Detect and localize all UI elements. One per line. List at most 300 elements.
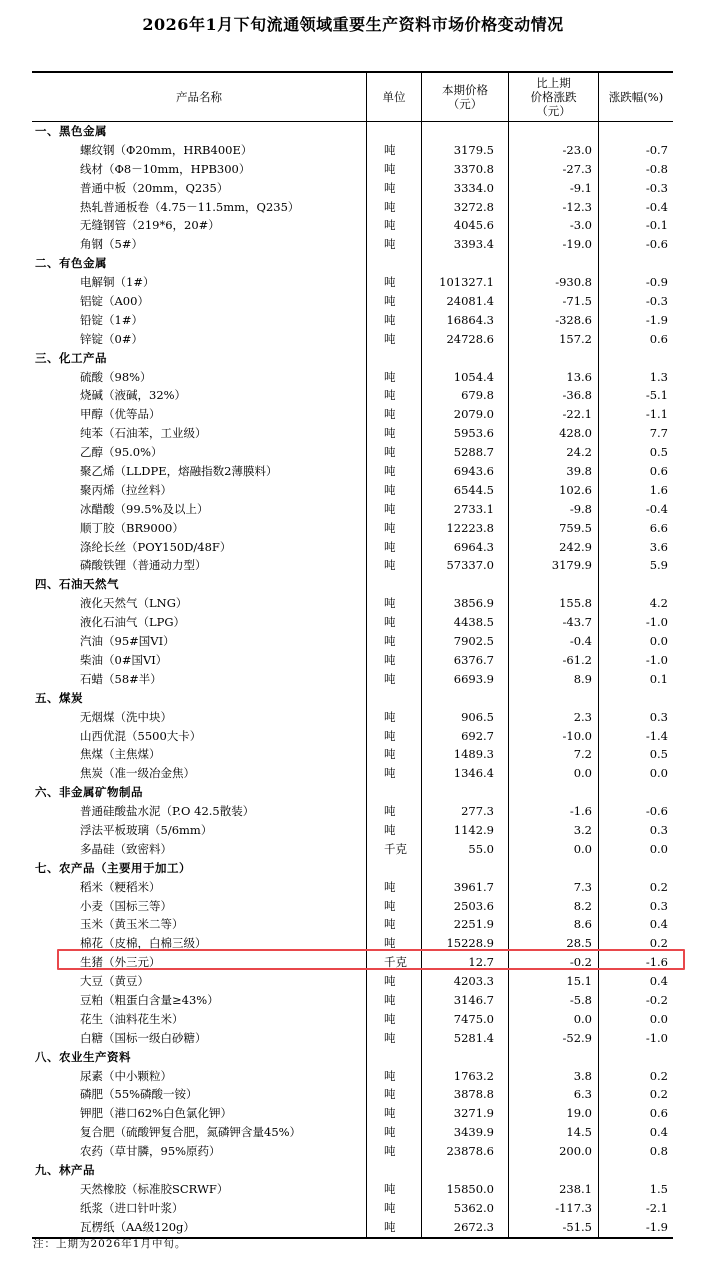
column-divider <box>598 1085 599 1104</box>
pct-cell: 0.4 <box>649 1125 668 1140</box>
change-cell: -51.5 <box>562 1219 592 1234</box>
price-cell: 1346.4 <box>453 766 494 781</box>
unit-cell: 吨 <box>384 539 396 554</box>
table-row <box>32 311 673 330</box>
pct-cell: -1.9 <box>645 1219 668 1234</box>
table-row <box>32 292 673 311</box>
column-divider <box>508 1180 509 1199</box>
change-cell: 0.0 <box>573 841 592 856</box>
pct-cell: -1.0 <box>645 1030 668 1045</box>
unit-cell: 吨 <box>384 464 396 479</box>
column-divider <box>598 386 599 405</box>
header-name-text: 产品名称 <box>176 90 222 104</box>
column-divider <box>366 519 367 538</box>
column-divider <box>598 840 599 859</box>
column-divider <box>421 1010 422 1029</box>
price-cell: 6693.9 <box>453 671 494 686</box>
table-row <box>32 878 673 897</box>
column-divider <box>598 1199 599 1218</box>
table-row <box>32 1218 673 1237</box>
column-divider <box>508 386 509 405</box>
column-divider <box>366 840 367 859</box>
column-divider <box>421 821 422 840</box>
header-price-line2: （元） <box>447 97 483 111</box>
unit-cell: 吨 <box>384 275 396 290</box>
column-divider <box>508 840 509 859</box>
column-divider <box>421 462 422 481</box>
column-divider <box>598 1048 599 1067</box>
price-cell: 1142.9 <box>453 822 494 837</box>
pct-cell: -5.1 <box>645 388 668 403</box>
product-name: 小麦（国标三等） <box>80 898 172 913</box>
column-divider <box>508 764 509 783</box>
change-cell: 155.8 <box>559 596 592 611</box>
column-divider <box>598 1029 599 1048</box>
unit-cell: 吨 <box>384 312 396 327</box>
pct-cell: 1.3 <box>649 369 668 384</box>
column-divider <box>366 613 367 632</box>
pct-cell: -1.1 <box>645 407 668 422</box>
column-divider <box>598 443 599 462</box>
product-name: 甲醇（优等品） <box>80 407 161 422</box>
product-name: 普通中板（20mm，Q235） <box>80 180 229 195</box>
price-cell: 3439.9 <box>453 1125 494 1140</box>
product-name: 无烟煤（洗中块） <box>80 709 172 724</box>
unit-cell: 吨 <box>384 369 396 384</box>
unit-cell: 吨 <box>384 180 396 195</box>
table-row <box>32 821 673 840</box>
pct-cell: -0.3 <box>645 180 668 195</box>
change-cell: 200.0 <box>559 1144 592 1159</box>
change-cell: -10.0 <box>562 728 592 743</box>
unit-cell: 吨 <box>384 199 396 214</box>
pct-cell: 0.0 <box>649 634 668 649</box>
column-divider <box>366 745 367 764</box>
product-name: 磷酸铁锂（普通动力型） <box>80 558 207 573</box>
pct-cell: -2.1 <box>645 1200 668 1215</box>
column-divider <box>508 1123 509 1142</box>
column-divider <box>598 1104 599 1123</box>
column-divider <box>598 424 599 443</box>
price-cell: 2251.9 <box>453 917 494 932</box>
unit-cell: 吨 <box>384 747 396 762</box>
product-name: 液化天然气（LNG） <box>80 596 188 611</box>
pct-cell: -0.7 <box>645 142 668 157</box>
highlight-box <box>57 949 685 970</box>
column-divider <box>598 613 599 632</box>
change-cell: 8.6 <box>573 917 592 932</box>
unit-cell: 吨 <box>384 482 396 497</box>
column-divider <box>508 613 509 632</box>
change-cell: -9.1 <box>569 180 592 195</box>
pct-cell: -0.6 <box>645 237 668 252</box>
table-row <box>32 368 673 387</box>
column-divider <box>366 802 367 821</box>
column-divider <box>508 1048 509 1067</box>
unit-cell: 吨 <box>384 728 396 743</box>
price-cell: 3334.0 <box>453 180 494 195</box>
table-row <box>32 613 673 632</box>
header-unit-text: 单位 <box>382 90 406 104</box>
column-divider <box>421 179 422 198</box>
column-divider <box>366 292 367 311</box>
product-name: 白糖（国标一级白砂糖） <box>80 1030 207 1045</box>
table-row <box>32 632 673 651</box>
column-divider <box>421 878 422 897</box>
column-divider <box>421 727 422 746</box>
table-row <box>32 424 673 443</box>
column-divider <box>421 216 422 235</box>
category-name: 三、化工产品 <box>35 350 107 365</box>
unit-cell: 吨 <box>384 1219 396 1234</box>
column-divider <box>598 1180 599 1199</box>
column-divider <box>421 1048 422 1067</box>
column-divider <box>508 1085 509 1104</box>
pct-cell: 6.6 <box>649 520 668 535</box>
column-divider <box>508 349 509 368</box>
column-divider <box>421 972 422 991</box>
category-name: 五、煤炭 <box>35 690 83 705</box>
column-divider <box>366 897 367 916</box>
column-divider <box>508 632 509 651</box>
column-divider <box>421 500 422 519</box>
product-name: 涤纶长丝（POY150D/48F） <box>80 539 232 554</box>
change-cell: -61.2 <box>562 652 592 667</box>
column-divider <box>366 1067 367 1086</box>
column-divider <box>421 311 422 330</box>
column-divider <box>508 122 509 141</box>
price-cell: 906.5 <box>461 709 494 724</box>
column-divider <box>366 556 367 575</box>
column-divider <box>366 198 367 217</box>
unit-cell: 吨 <box>384 615 396 630</box>
column-divider <box>366 1085 367 1104</box>
table-row <box>32 443 673 462</box>
product-name: 纸浆（进口针叶浆） <box>80 1200 184 1215</box>
table-row <box>32 708 673 727</box>
price-cell: 679.8 <box>461 388 494 403</box>
column-divider <box>508 292 509 311</box>
price-cell: 3393.4 <box>453 237 494 252</box>
column-divider <box>366 349 367 368</box>
column-divider <box>598 481 599 500</box>
column-divider <box>508 519 509 538</box>
column-divider <box>421 254 422 273</box>
column-divider <box>598 368 599 387</box>
table-row <box>32 1123 673 1142</box>
category-row <box>32 122 673 141</box>
category-row <box>32 254 673 273</box>
product-name: 汽油（95#国VI） <box>80 634 175 649</box>
column-divider <box>508 1104 509 1123</box>
column-divider <box>421 141 422 160</box>
product-name: 顺丁胶（BR9000） <box>80 520 184 535</box>
table-row <box>32 462 673 481</box>
unit-cell: 吨 <box>384 520 396 535</box>
change-cell: -27.3 <box>562 161 592 176</box>
header-unit <box>367 73 421 121</box>
unit-cell: 吨 <box>384 974 396 989</box>
product-name: 硫酸（98%） <box>80 369 152 384</box>
column-divider <box>421 235 422 254</box>
product-name: 聚丙烯（拉丝料） <box>80 482 172 497</box>
column-divider <box>366 821 367 840</box>
column-divider <box>366 462 367 481</box>
column-divider <box>366 424 367 443</box>
unit-cell: 吨 <box>384 331 396 346</box>
product-name: 线材（Φ8－10mm，HPB300） <box>80 161 251 176</box>
column-divider <box>598 1218 599 1237</box>
change-cell: -12.3 <box>562 199 592 214</box>
column-divider <box>598 764 599 783</box>
table-row <box>32 840 673 859</box>
change-cell: 3179.9 <box>551 558 592 573</box>
price-cell: 57337.0 <box>446 558 494 573</box>
price-cell: 15228.9 <box>446 936 494 951</box>
table-row <box>32 915 673 934</box>
column-divider <box>508 783 509 802</box>
change-cell: 102.6 <box>559 482 592 497</box>
table-row <box>32 481 673 500</box>
column-divider <box>366 972 367 991</box>
table-row <box>32 405 673 424</box>
column-divider <box>508 160 509 179</box>
unit-cell: 吨 <box>384 161 396 176</box>
column-divider <box>508 1218 509 1237</box>
unit-cell: 吨 <box>384 634 396 649</box>
price-cell: 3272.8 <box>453 199 494 214</box>
column-divider <box>598 632 599 651</box>
unit-cell: 千克 <box>384 955 407 970</box>
column-divider <box>508 575 509 594</box>
product-name: 冰醋酸（99.5%及以上） <box>80 501 209 516</box>
change-cell: -1.6 <box>569 804 592 819</box>
pct-cell: 0.8 <box>649 1144 668 1159</box>
table-row <box>32 179 673 198</box>
column-divider <box>421 859 422 878</box>
column-divider <box>508 405 509 424</box>
table-row <box>32 1199 673 1218</box>
product-name: 石蜡（58#半） <box>80 671 162 686</box>
column-divider <box>421 538 422 557</box>
unit-cell: 吨 <box>384 1030 396 1045</box>
product-name: 无缝钢管（219*6，20#） <box>80 218 220 233</box>
category-row <box>32 783 673 802</box>
pct-cell: 0.6 <box>649 1106 668 1121</box>
change-cell: 0.0 <box>573 766 592 781</box>
pct-cell: 0.2 <box>649 879 668 894</box>
change-cell: 238.1 <box>559 1181 592 1196</box>
column-divider <box>421 575 422 594</box>
column-divider <box>366 878 367 897</box>
unit-cell: 吨 <box>384 671 396 686</box>
price-cell: 7902.5 <box>453 634 494 649</box>
column-divider <box>366 235 367 254</box>
product-name: 稻米（粳稻米） <box>80 879 161 894</box>
product-name: 螺纹钢（Φ20mm，HRB400E） <box>80 142 253 157</box>
column-divider <box>421 368 422 387</box>
unit-cell: 吨 <box>384 1087 396 1102</box>
unit-cell: 吨 <box>384 936 396 951</box>
table-row <box>32 1142 673 1161</box>
column-divider <box>421 556 422 575</box>
column-divider <box>366 670 367 689</box>
change-cell: 39.8 <box>566 464 592 479</box>
pct-cell: 5.9 <box>649 558 668 573</box>
column-divider <box>598 1161 599 1180</box>
column-divider <box>421 632 422 651</box>
change-cell: 8.9 <box>573 671 592 686</box>
column-divider <box>598 292 599 311</box>
change-cell: 3.8 <box>573 1068 592 1083</box>
unit-cell: 吨 <box>384 426 396 441</box>
table-row <box>32 538 673 557</box>
unit-cell: 吨 <box>384 407 396 422</box>
change-cell: -22.1 <box>562 407 592 422</box>
column-divider <box>598 821 599 840</box>
unit-cell: 吨 <box>384 709 396 724</box>
pct-cell: 4.2 <box>649 596 668 611</box>
change-cell: 8.2 <box>573 898 592 913</box>
column-divider <box>598 802 599 821</box>
table-row <box>32 802 673 821</box>
column-divider <box>366 764 367 783</box>
column-divider <box>598 462 599 481</box>
column-divider <box>508 556 509 575</box>
pct-cell: 0.4 <box>649 974 668 989</box>
table-row <box>32 651 673 670</box>
unit-cell: 吨 <box>384 1106 396 1121</box>
column-divider <box>366 991 367 1010</box>
change-cell: -3.0 <box>569 218 592 233</box>
column-divider <box>508 538 509 557</box>
page-title: 2026年1月下旬流通领域重要生产资料市场价格变动情况 <box>142 15 564 34</box>
pct-cell: 0.2 <box>649 936 668 951</box>
column-divider <box>508 141 509 160</box>
change-cell: 19.0 <box>566 1106 592 1121</box>
column-divider <box>508 594 509 613</box>
price-cell: 12223.8 <box>446 520 494 535</box>
column-divider <box>508 216 509 235</box>
column-divider <box>598 1010 599 1029</box>
column-divider <box>508 972 509 991</box>
price-cell: 6943.6 <box>453 464 494 479</box>
change-cell: -23.0 <box>562 142 592 157</box>
category-name: 七、农产品（主要用于加工） <box>35 860 191 875</box>
pct-cell: 0.0 <box>649 766 668 781</box>
unit-cell: 吨 <box>384 917 396 932</box>
table-row <box>32 216 673 235</box>
unit-cell: 吨 <box>384 1200 396 1215</box>
unit-cell: 吨 <box>384 218 396 233</box>
column-divider <box>366 443 367 462</box>
table-row <box>32 141 673 160</box>
pct-cell: 0.6 <box>649 331 668 346</box>
unit-cell: 吨 <box>384 822 396 837</box>
price-cell: 101327.1 <box>439 275 494 290</box>
pct-cell: 0.5 <box>649 445 668 460</box>
column-divider <box>366 1180 367 1199</box>
column-divider <box>366 1048 367 1067</box>
change-cell: 428.0 <box>559 426 592 441</box>
column-divider <box>598 500 599 519</box>
pct-cell: 0.1 <box>649 671 668 686</box>
column-divider <box>366 1161 367 1180</box>
price-cell: 3179.5 <box>453 142 494 157</box>
column-divider <box>366 727 367 746</box>
column-divider <box>366 368 367 387</box>
product-name: 农药（草甘膦，95%原药） <box>80 1144 221 1159</box>
column-divider <box>421 1218 422 1237</box>
category-name: 二、有色金属 <box>35 256 107 271</box>
pct-cell: 0.0 <box>649 1011 668 1026</box>
change-cell: -71.5 <box>562 294 592 309</box>
column-divider <box>366 1010 367 1029</box>
category-row <box>32 1048 673 1067</box>
header-pct <box>599 73 673 121</box>
product-name: 纯苯（石油苯，工业级） <box>80 426 207 441</box>
column-divider <box>421 198 422 217</box>
product-name: 焦炭（准一级冶金焦） <box>80 766 195 781</box>
column-divider <box>366 122 367 141</box>
pct-cell: -0.3 <box>645 294 668 309</box>
column-divider <box>421 991 422 1010</box>
product-name: 铝锭（A00） <box>80 294 149 309</box>
column-divider <box>598 878 599 897</box>
price-cell: 2733.1 <box>453 501 494 516</box>
header-change <box>509 73 598 121</box>
product-name: 焦煤（主焦煤） <box>80 747 161 762</box>
pct-cell: 7.7 <box>649 426 668 441</box>
pct-cell: -1.0 <box>645 652 668 667</box>
pct-cell: -1.0 <box>645 615 668 630</box>
product-name: 锌锭（0#） <box>80 331 143 346</box>
change-cell: 759.5 <box>559 520 592 535</box>
product-name: 大豆（黄豆） <box>80 974 149 989</box>
column-divider <box>366 273 367 292</box>
category-row <box>32 575 673 594</box>
table-row <box>32 330 673 349</box>
change-cell: -52.9 <box>562 1030 592 1045</box>
pct-cell: -0.1 <box>645 218 668 233</box>
unit-cell: 吨 <box>384 237 396 252</box>
change-cell: -9.8 <box>569 501 592 516</box>
column-divider <box>508 235 509 254</box>
column-divider <box>421 915 422 934</box>
column-divider <box>508 1067 509 1086</box>
column-divider <box>366 179 367 198</box>
price-cell: 3961.7 <box>453 879 494 894</box>
price-cell: 6964.3 <box>453 539 494 554</box>
column-divider <box>508 198 509 217</box>
change-cell: 7.3 <box>573 879 592 894</box>
column-divider <box>421 802 422 821</box>
column-divider <box>508 1029 509 1048</box>
column-divider <box>421 443 422 462</box>
column-divider <box>598 330 599 349</box>
column-divider <box>598 745 599 764</box>
product-name: 山西优混（5500大卡） <box>80 728 202 743</box>
column-divider <box>508 651 509 670</box>
price-cell: 692.7 <box>461 728 494 743</box>
column-divider <box>366 594 367 613</box>
unit-cell: 吨 <box>384 558 396 573</box>
table-row <box>32 972 673 991</box>
price-cell: 3271.9 <box>453 1106 494 1121</box>
column-divider <box>508 670 509 689</box>
table-row <box>32 519 673 538</box>
column-divider <box>366 141 367 160</box>
